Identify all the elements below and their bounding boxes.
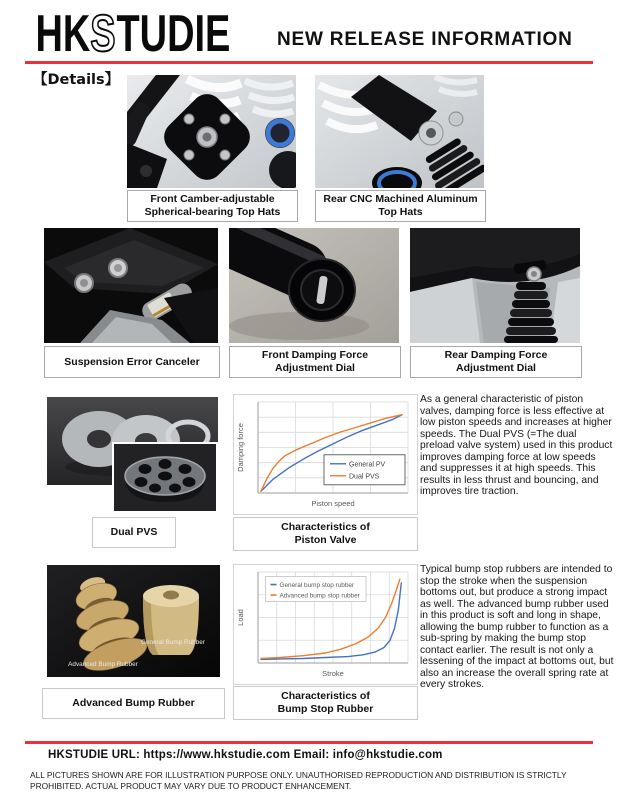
caption-bump-stop-chart-line2: Bump Stop Rubber [277,703,374,715]
front-damping-dial-illustration [229,228,399,343]
bump-stop-chart-svg [234,565,415,682]
dual-pvs-valve-illustration [114,444,216,511]
caption-piston-valve-chart-line2: Piston Valve [294,534,357,546]
photo-dual-pvs-valve [112,442,218,513]
caption-piston-valve-chart [233,517,418,551]
details-label: 【Details】 [33,72,120,88]
suspension-error-canceler-illustration [44,228,218,343]
svg-text:Stroke: Stroke [322,669,344,678]
svg-text:Damping force: Damping force [236,423,245,472]
piston-valve-chart [233,394,418,515]
photo-suspension-error-canceler [44,228,218,343]
hkstudie-logo [34,5,244,59]
caption-rear-damping-dial [410,346,582,378]
footer-disclaimer: ALL PICTURES SHOWN ARE FOR ILLUSTRATION PURPOSE ONLY. UNAUTHORISED REPRODUCTION AND DISTRIBUTION IS STRICTLY PROHIBITED. ACTUAL PRODUCT MAY VARY DUE TO PRODUCT ENHANCEMENT. [30,770,567,791]
rear-damping-dial-illustration [410,228,580,343]
svg-text:Dual PVS: Dual PVS [349,473,380,481]
svg-text:General bump stop rubber: General bump stop rubber [279,581,355,589]
logo-text-hk: HK [35,5,91,59]
footer-divider [25,741,593,744]
caption-front-top-hat-line2: Spherical-bearing Top Hats [144,206,281,218]
svg-text:General PV: General PV [349,461,386,469]
caption-front-damping-dial [229,346,401,378]
photo-front-damping-dial [229,228,399,343]
caption-rear-top-hat-line1: Rear CNC Machined Aluminum [323,193,478,205]
caption-rear-top-hat [315,190,486,222]
photo-label-general-bump-rubber: General Bump Rubber [141,639,205,646]
caption-front-top-hat-line1: Front Camber-adjustable [150,193,275,205]
caption-rear-damping-line2: Adjustment Dial [456,362,536,374]
caption-front-damping-line2: Adjustment Dial [275,362,355,374]
caption-bump-stop-chart-line1: Characteristics of [281,690,370,702]
caption-rear-damping-line1: Rear Damping Force [444,349,548,361]
svg-text:Load: Load [236,609,245,626]
caption-front-damping-line1: Front Damping Force [261,349,369,361]
front-top-hat-illustration [127,75,296,188]
svg-text:Piston speed: Piston speed [311,499,355,508]
photo-rear-top-hat [315,75,484,188]
photo-rear-damping-dial [410,228,580,343]
caption-suspension-error-canceler [44,346,220,378]
caption-piston-valve-chart-line1: Characteristics of [281,521,370,533]
caption-front-top-hat [127,190,298,222]
photo-bump-rubbers [47,565,220,677]
bump-stop-chart [233,564,418,685]
piston-valve-paragraph: As a general characteristic of piston valves, damping force is less effective at low piston speeds and increases at higher speeds. The Dual PVS (=The dual preload valve system) used in this product improves damping force at low speeds and suppresses it at high speeds. This results in less thrust and bouncing, and improves tire traction. [420,394,613,497]
footer-contact: HKSTUDIE URL: https://www.hkstudie.com Email: info@hkstudie.com [48,749,443,761]
page-title: NEW RELEASE INFORMATION [277,29,573,50]
logo-text-tudie: TUDIE [116,5,231,59]
caption-bump-stop-chart [233,686,418,720]
caption-rear-top-hat-line2: Top Hats [378,206,423,218]
logo-text-s: S [90,5,116,59]
caption-advanced-bump-rubber [42,688,225,719]
svg-text:Advanced bump stop rubber: Advanced bump stop rubber [279,592,360,600]
caption-dual-pvs [92,517,176,548]
piston-valve-chart-svg [234,395,415,512]
header-divider [25,61,593,64]
bump-rubber-paragraph: Typical bump stop rubbers are intended to stop the stroke when the suspension bottoms out, but produce a strong impact as well. The advanced bump rubber used in this product is soft and long in shape, allowing the bump rubber to function as a sub-spring by making the bump stop contact earlier. The result is not only a lessening of the impact at bottoms out, but also an increase the overall spring rate at every strokes. [420,564,614,690]
photo-label-advanced-bump-rubber: Advanced Bump Rubber [68,661,138,668]
caption-suspension-error-canceler-text: Suspension Error Canceler [64,355,200,368]
caption-dual-pvs-text: Dual PVS [110,526,158,538]
bump-rubbers-illustration [47,565,220,677]
caption-advanced-bump-rubber-text: Advanced Bump Rubber [72,697,195,709]
rear-top-hat-illustration [315,75,484,188]
photo-front-top-hat [127,75,296,188]
